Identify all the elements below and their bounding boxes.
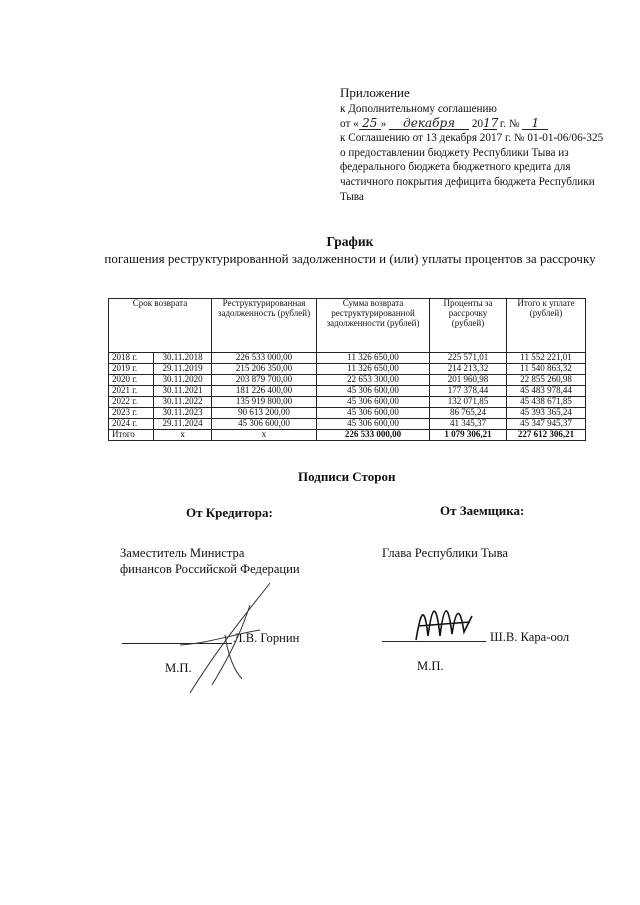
cell-interest: 86 765,24 xyxy=(430,408,507,419)
cell-debt: 90 613 200,00 xyxy=(212,408,317,419)
header-interest: Проценты за рассрочку (рублей) xyxy=(430,299,507,353)
date-day: 25 xyxy=(359,117,381,130)
cell-total: 22 855 260,98 xyxy=(507,375,586,386)
creditor-position-line1: Заместитель Министра xyxy=(120,546,245,560)
cell-total: 11 552 221,01 xyxy=(507,353,586,364)
total-label: Итого xyxy=(109,430,154,441)
signatures-heading: Подписи Сторон xyxy=(298,469,396,484)
cell-total: 45 483 978,44 xyxy=(507,386,586,397)
table-row xyxy=(109,397,586,408)
schedule-table xyxy=(108,298,586,441)
table-row xyxy=(109,419,586,430)
cell-total: 45 393 365,24 xyxy=(507,408,586,419)
header-total: Итого к уплате (рублей) xyxy=(507,299,586,353)
cell-year: 2022 г. xyxy=(109,397,154,408)
creditor-signature-icon xyxy=(150,575,290,705)
table-row xyxy=(109,353,586,364)
table-header-row xyxy=(109,299,586,353)
cell-year: 2020 г. xyxy=(109,375,154,386)
borrower-signature-icon xyxy=(412,596,478,646)
table-row xyxy=(109,408,586,419)
header-amount: Сумма возврата реструктурированной задолженности (рублей) xyxy=(317,299,430,353)
cell-year: 2021 г. xyxy=(109,386,154,397)
date-year-prefix: 20 xyxy=(471,117,484,130)
date-suffix: г. № xyxy=(499,117,520,130)
header-term: Срок возврата xyxy=(109,299,212,353)
total-x2: х xyxy=(212,430,317,441)
appendix-date-line xyxy=(340,117,610,132)
creditor-seal: М.П. xyxy=(165,661,192,675)
cell-total: 45 438 671,85 xyxy=(507,397,586,408)
appendix-block xyxy=(340,84,610,204)
total-interest: 1 079 306,21 xyxy=(430,430,507,441)
cell-year: 2023 г. xyxy=(109,408,154,419)
cell-date: 30.11.2021 xyxy=(154,386,212,397)
creditor-position-line2: финансов Российской Федерации xyxy=(120,562,300,576)
cell-interest: 225 571,01 xyxy=(430,353,507,364)
header-debt: Реструктурированная задолженность (рублей) xyxy=(212,299,317,353)
cell-debt: 45 306 600,00 xyxy=(212,419,317,430)
cell-interest: 214 213,32 xyxy=(430,364,507,375)
cell-debt: 181 226 400,00 xyxy=(212,386,317,397)
creditor-heading: От Кредитора: xyxy=(186,505,273,520)
date-prefix: от « xyxy=(340,117,359,130)
cell-amount: 45 306 600,00 xyxy=(317,386,430,397)
cell-amount: 45 306 600,00 xyxy=(317,419,430,430)
total-amount: 226 533 000,00 xyxy=(317,430,430,441)
cell-date: 30.11.2018 xyxy=(154,353,212,364)
cell-debt: 135 919 800,00 xyxy=(212,397,317,408)
cell-amount: 11 326 650,00 xyxy=(317,364,430,375)
cell-amount: 11 326 650,00 xyxy=(317,353,430,364)
date-mid: » xyxy=(380,117,387,130)
borrower-position: Глава Республики Тыва xyxy=(382,546,508,560)
creditor-name: Л.В. Горнин xyxy=(234,631,300,645)
cell-year: 2024 г. xyxy=(109,419,154,430)
cell-date: 30.11.2020 xyxy=(154,375,212,386)
cell-amount: 45 306 600,00 xyxy=(317,397,430,408)
total-total: 227 612 306,21 xyxy=(507,430,586,441)
table-row xyxy=(109,375,586,386)
cell-debt: 203 879 700,00 xyxy=(212,375,317,386)
cell-amount: 22 653 300,00 xyxy=(317,375,430,386)
appendix-title: Приложение xyxy=(340,85,410,100)
table-row xyxy=(109,364,586,375)
cell-interest: 201 960,98 xyxy=(430,375,507,386)
total-x1: х xyxy=(154,430,212,441)
cell-year: 2018 г. xyxy=(109,353,154,364)
cell-interest: 132 071,85 xyxy=(430,397,507,408)
cell-date: 30.11.2023 xyxy=(154,408,212,419)
agreement-number: 1 xyxy=(522,117,548,130)
date-month: декабря xyxy=(389,117,469,130)
date-year: 17 xyxy=(483,115,499,130)
cell-debt: 215 206 350,00 xyxy=(212,364,317,375)
cell-total: 45 347 945,37 xyxy=(507,419,586,430)
table-total-row xyxy=(109,430,586,441)
cell-year: 2019 г. xyxy=(109,364,154,375)
cell-total: 11 540 863,32 xyxy=(507,364,586,375)
appendix-body: к Соглашению от 13 декабря 2017 г. № 01-01-06/06-325 о предоставлении бюджету Республики Тыва из федерального бюджета бюджетного кредита для частичного покрытия дефицита бюджета Республики Тыва xyxy=(340,132,604,203)
cell-amount: 45 306 600,00 xyxy=(317,408,430,419)
cell-interest: 177 378,44 xyxy=(430,386,507,397)
cell-debt: 226 533 000,00 xyxy=(212,353,317,364)
cell-interest: 41 345,37 xyxy=(430,419,507,430)
table-row xyxy=(109,386,586,397)
schedule-title: График xyxy=(326,234,374,249)
cell-date: 29.11.2019 xyxy=(154,364,212,375)
schedule-subtitle: погашения реструктурированной задолженности и (или) уплаты процентов за рассрочку xyxy=(104,251,596,266)
cell-date: 30.11.2022 xyxy=(154,397,212,408)
borrower-heading: От Заемщика: xyxy=(440,503,525,518)
cell-date: 29.11.2024 xyxy=(154,419,212,430)
borrower-name: Ш.В. Кара-оол xyxy=(490,630,570,644)
creditor-position xyxy=(120,545,300,577)
borrower-seal: М.П. xyxy=(417,659,444,673)
appendix-line1: к Дополнительному соглашению xyxy=(340,103,497,115)
